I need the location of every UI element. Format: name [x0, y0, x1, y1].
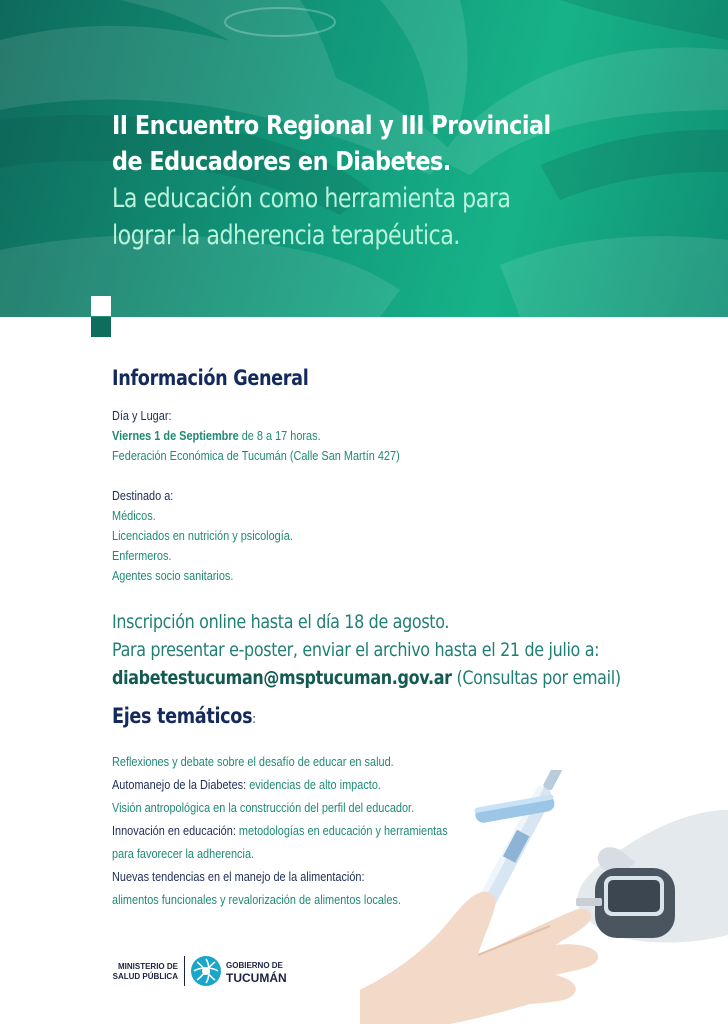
- gobierno-logo: [226, 961, 287, 985]
- sun-emblem-icon: [190, 955, 222, 987]
- eje-item: Nuevas tendencias en el manejo de la alimentación:: [112, 869, 365, 884]
- ejes-heading-colon: :: [252, 712, 256, 727]
- event-date-bold: Viernes 1 de Septiembre: [112, 428, 239, 443]
- logo-divider: [184, 956, 185, 986]
- info-heading: Información General: [112, 366, 309, 390]
- eposter-deadline: Para presentar e-poster, enviar el archivo hasta el 21 de julio a:: [112, 639, 600, 661]
- decor-square-white: [91, 296, 111, 316]
- destinado-label: Destinado a:: [112, 488, 174, 503]
- audience-item: Licenciados en nutrición y psicología.: [112, 528, 293, 543]
- audience-item: Agentes socio sanitarios.: [112, 568, 234, 583]
- ministerio-logo: [112, 962, 178, 982]
- decor-square-green: [91, 317, 111, 337]
- contact-line: [112, 664, 621, 692]
- ejes-heading: [112, 702, 549, 734]
- eje-item-lead: Automanejo de la Diabetes:: [112, 777, 247, 792]
- hero-subtitle-line-2: lograr la adherencia terapéutica.: [112, 220, 460, 251]
- registration-deadline: Inscripción online hasta el día 18 de agosto.: [112, 611, 450, 633]
- ministerio-line-1: MINISTERIO DE: [117, 962, 178, 971]
- gobierno-line-1: GOBIERNO DE: [226, 961, 283, 970]
- contact-email-link[interactable]: diabetestucuman@msptucuman.gov.ar: [112, 667, 452, 689]
- event-hours: de 8 a 17 horas.: [238, 428, 321, 443]
- hero-title-line-1: II Encuentro Regional y III Provincial: [112, 111, 551, 141]
- eje-item-rest: metodologías en educación y herramientas: [235, 823, 448, 838]
- gobierno-line-2: TUCUMÁN: [226, 971, 287, 985]
- dia-lugar-label: Día y Lugar:: [112, 408, 172, 423]
- eje-item: Reflexiones y debate sobre el desafío de educar en salud.: [112, 754, 394, 769]
- event-venue: Federación Económica de Tucumán (Calle San Martín 427): [112, 448, 400, 463]
- event-date: [112, 426, 549, 446]
- eje-item-continuation: alimentos funcionales y revalorización de alimentos locales.: [112, 892, 401, 907]
- eje-item: Visión antropológica en la construcción del perfil del educador.: [112, 800, 415, 815]
- contact-email-note: (Consultas por email): [451, 667, 621, 689]
- hero-banner: [0, 0, 728, 317]
- hero-title-line-2: de Educadores en Diabetes.: [112, 147, 451, 177]
- eje-item-rest: evidencias de alto impacto.: [246, 777, 381, 792]
- ministerio-line-2: SALUD PÚBLICA: [112, 972, 178, 981]
- eje-item-lead: Innovación en educación:: [112, 823, 236, 838]
- audience-item: Médicos.: [112, 508, 156, 523]
- eje-item-continuation: para favorecer la adherencia.: [112, 846, 255, 861]
- glucometer-illustration: [360, 770, 728, 1024]
- hero-text-block: [112, 108, 672, 254]
- ejes-heading-text: Ejes temáticos: [112, 704, 253, 728]
- hero-subtitle-line-1: La educación como herramienta para: [112, 183, 511, 214]
- audience-item: Enfermeros.: [112, 548, 172, 563]
